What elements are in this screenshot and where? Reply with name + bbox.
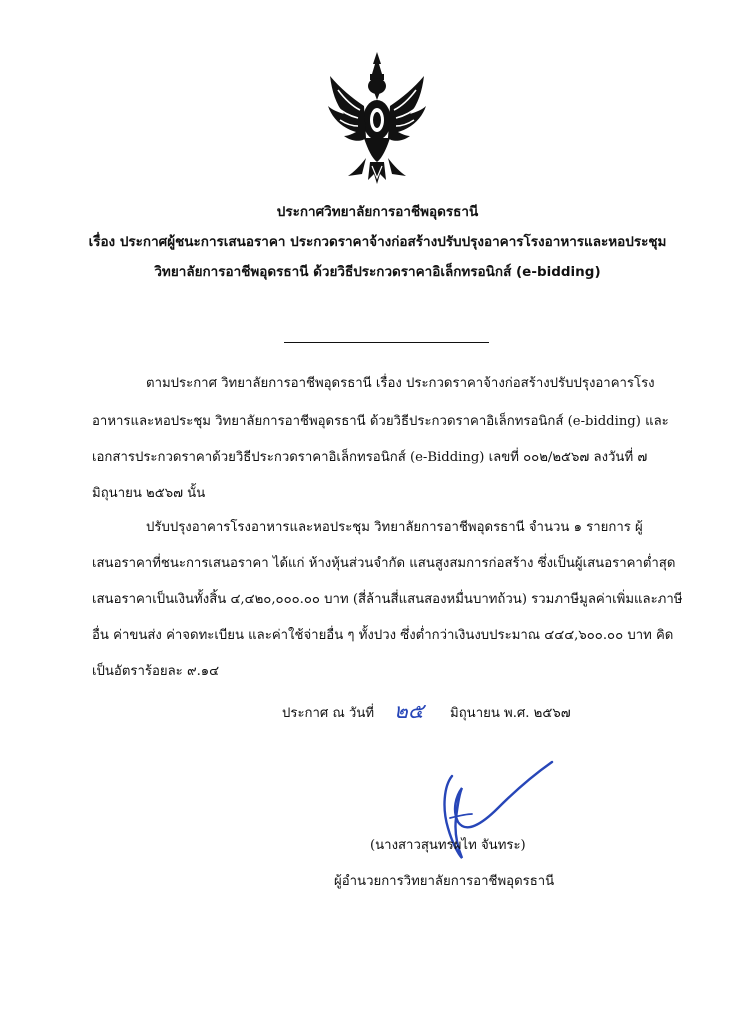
paragraph-1-line: มิถุนายน ๒๕๖๗ นั้น bbox=[92, 486, 206, 501]
document-subject-line-1: เรื่อง ประกาศผู้ชนะการเสนอราคา ประกวดราคาจ้างก่อสร้างปรับปรุงอาคารโรงอาหารและหอประชุม bbox=[88, 234, 667, 250]
signatory-name: (นางสาวสุนทรผไท จันทระ) bbox=[370, 838, 526, 853]
paragraph-1-line: ตามประกาศ วิทยาลัยการอาชีพอุดรธานี เรื่อง ประกวดราคาจ้างก่อสร้างปรับปรุงอาคารโรง bbox=[146, 376, 655, 391]
garuda-emblem-icon bbox=[322, 48, 432, 188]
paragraph-2-line: เสนอราคาเป็นเงินทั้งสิ้น ๔,๔๒๐,๐๐๐.๐๐ บาท (สี่ล้านสี่แสนสองหมื่นบาทถ้วน) รวมภาษีมูลค่าเพิ่มและภาษี bbox=[92, 592, 683, 607]
signatory-position: ผู้อำนวยการวิทยาลัยการอาชีพอุดรธานี bbox=[334, 874, 555, 889]
paragraph-2-line: อื่น ค่าขนส่ง ค่าจดทะเบียน และค่าใช้จ่ายอื่น ๆ ทั้งปวง ซึ่งต่ำกว่าเงินงบประมาณ ๔๔๔,๖๐๐.๐๐ บาท คิด bbox=[92, 628, 674, 643]
paragraph-2-line: ปรับปรุงอาคารโรงอาหารและหอประชุม วิทยาลัยการอาชีพอุดรธานี จำนวน ๑ รายการ ผู้ bbox=[146, 520, 643, 535]
announcement-date-suffix: มิถุนายน พ.ศ. ๒๕๖๗ bbox=[450, 706, 571, 721]
handwritten-day: ๒๕ bbox=[394, 699, 424, 723]
title-divider bbox=[284, 342, 489, 343]
paragraph-2-line: เป็นอัตราร้อยละ ๙.๑๔ bbox=[92, 664, 220, 679]
document-subject-line-2: วิทยาลัยการอาชีพอุดรธานี ด้วยวิธีประกวดราคาอิเล็กทรอนิกส์ (e-bidding) bbox=[154, 264, 601, 280]
announcement-date-prefix: ประกาศ ณ วันที่ bbox=[282, 706, 375, 721]
paragraph-2-line: เสนอราคาที่ชนะการเสนอราคา ได้แก่ ห้างหุ้นส่วนจำกัด แสนสูงสมการก่อสร้าง ซึ่งเป็นผู้เสนอราคาต่ำสุด bbox=[92, 556, 676, 571]
document-title: ประกาศวิทยาลัยการอาชีพอุดรธานี bbox=[276, 204, 479, 220]
paragraph-1-line: อาหารและหอประชุม วิทยาลัยการอาชีพอุดรธานี ด้วยวิธีประกวดราคาอิเล็กทรอนิกส์ (e-bidding) และ bbox=[92, 414, 669, 429]
paragraph-1-line: เอกสารประกวดราคาด้วยวิธีประกวดราคาอิเล็กทรอนิกส์ (e-Bidding) เลขที่ ๐๐๒/๒๕๖๗ ลงวันที่ ๗ bbox=[92, 450, 648, 465]
